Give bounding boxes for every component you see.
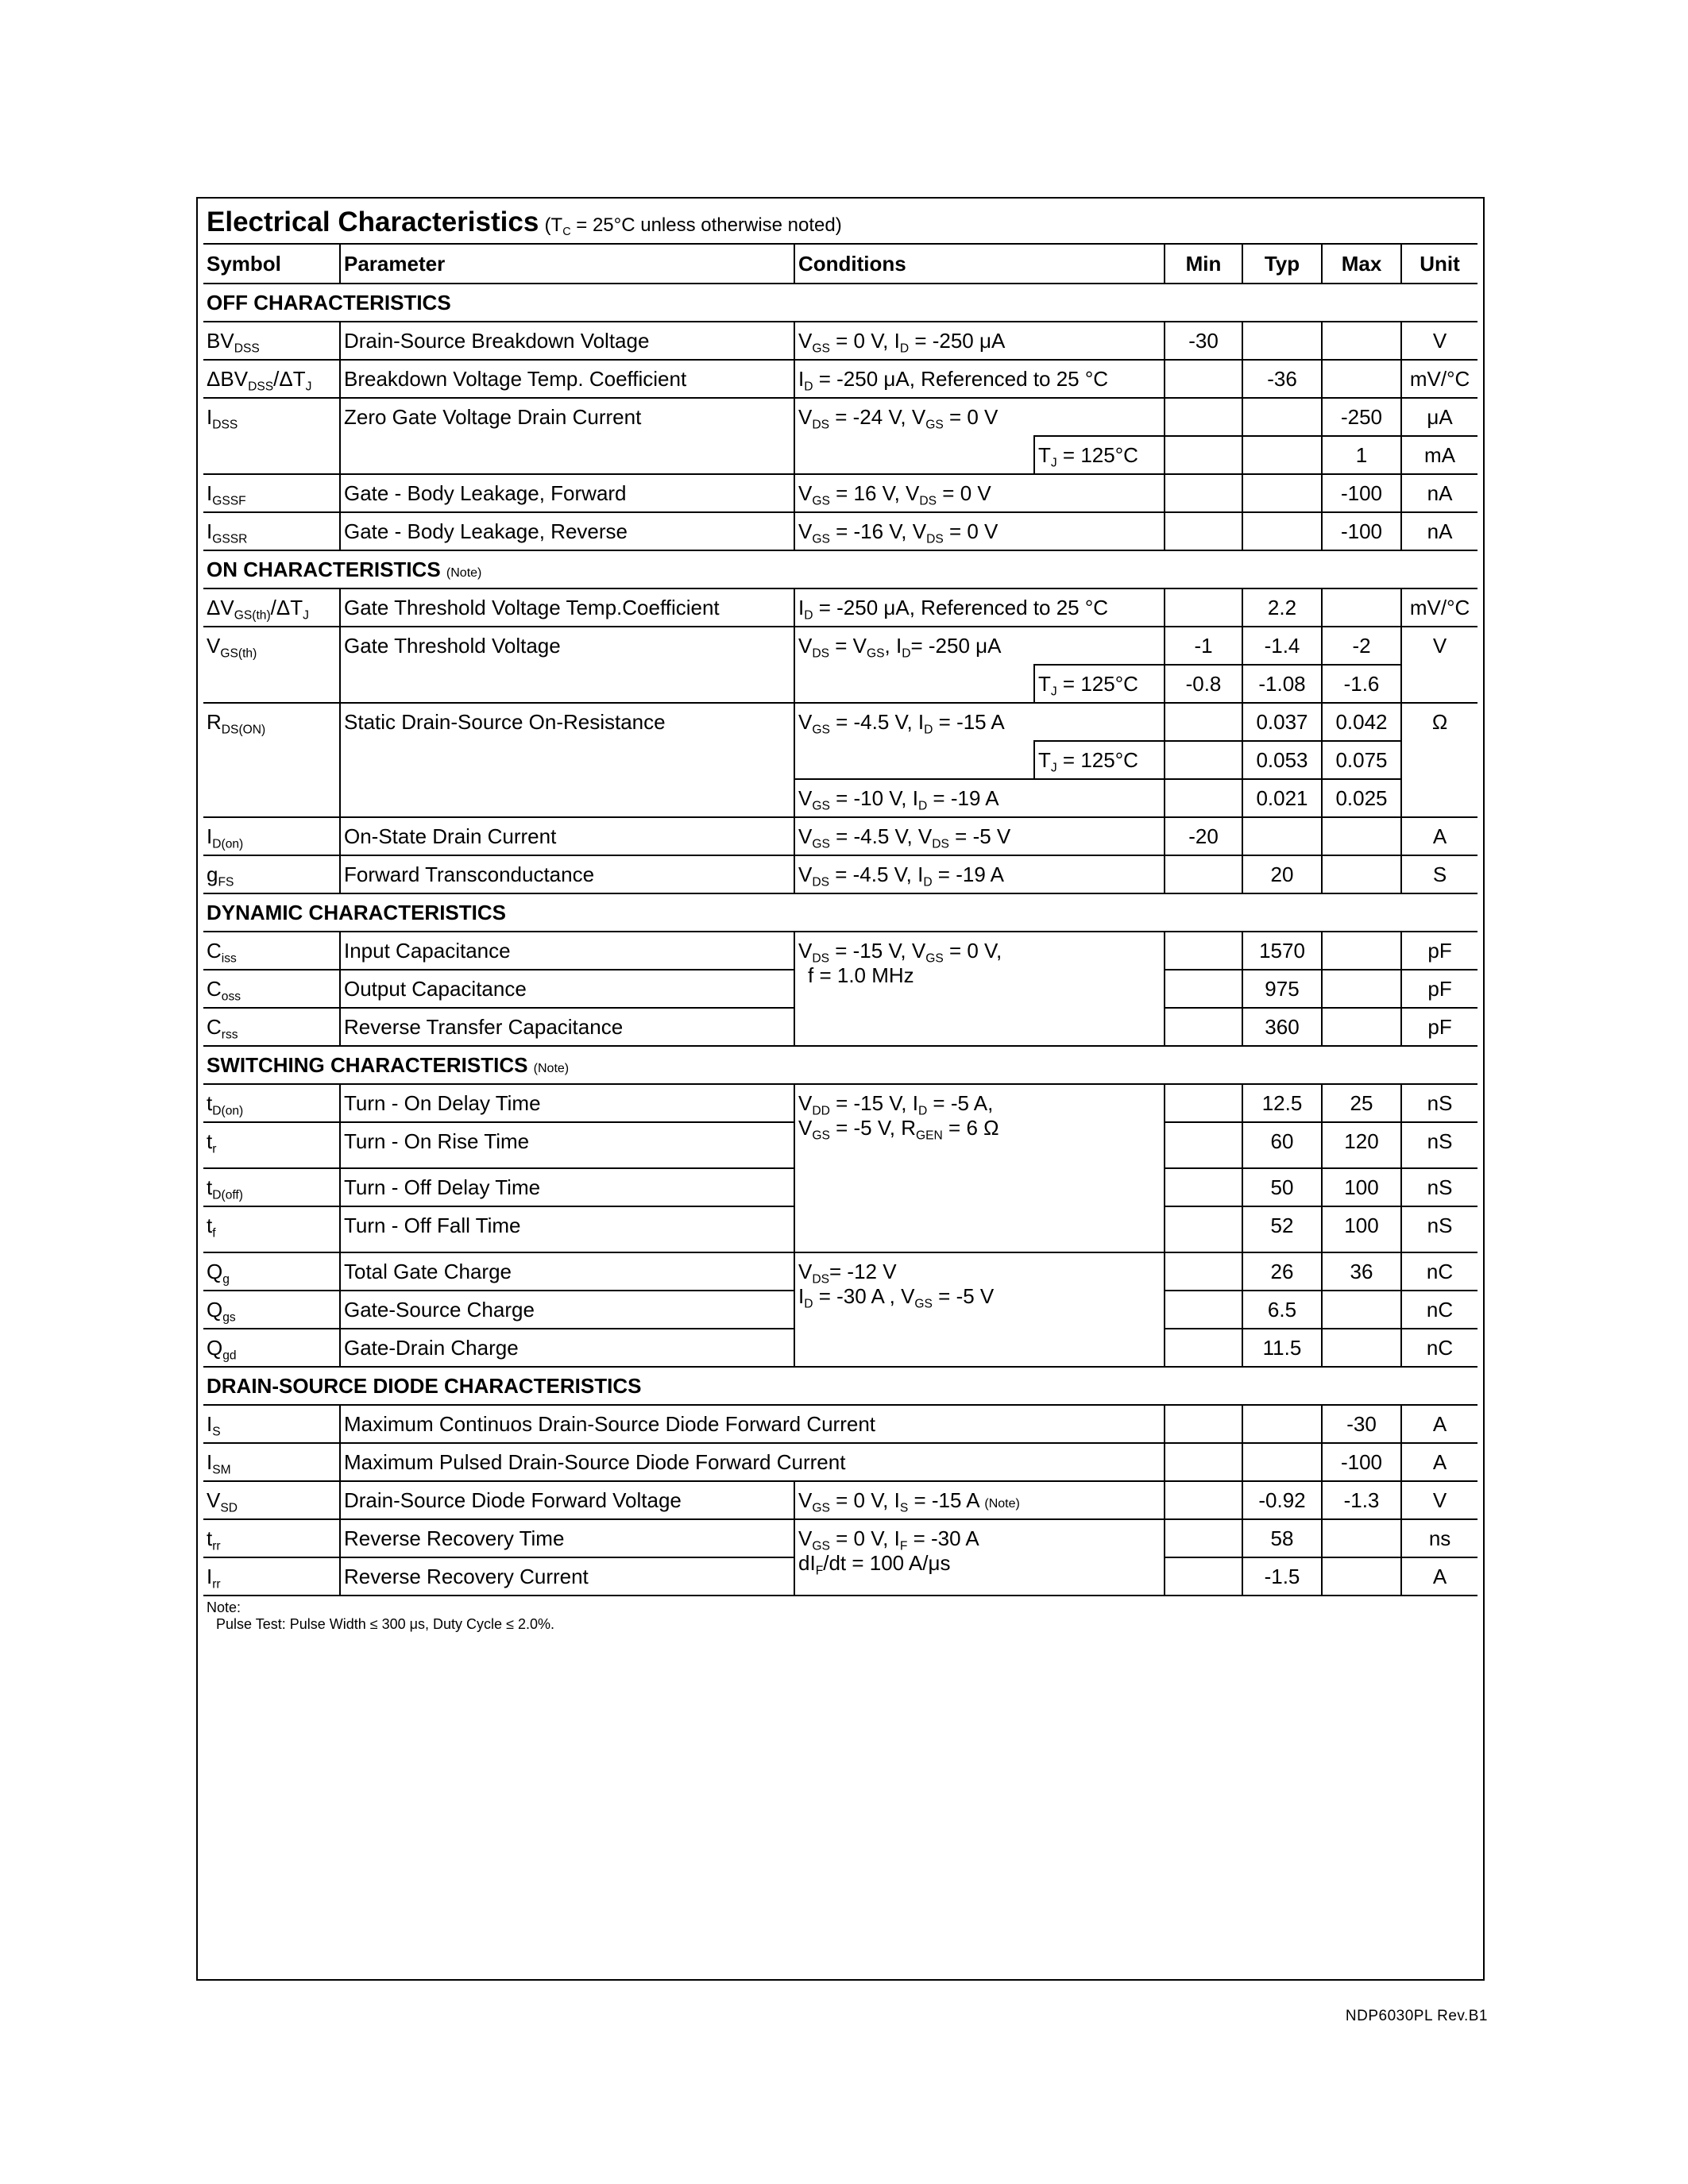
table-row: $t_r$ Turn - On Rise Time 60 120 nS [203,1122,1477,1168]
table-row: $R_{DS(ON)}$ Static Drain-Source On-Resistance $V_{GS} = -4.5$ V, $I_D = -15$ A 0.037 0.042 Ω [203,703,1477,741]
table-row: $T_J = 125^\circ C$ -0.8 -1.08 -1.6 [203,665,1477,703]
table-row: $I_{rr}$ Reverse Recovery Current -1.5 A [203,1557,1477,1596]
header-symbol: Symbol [203,244,340,284]
header-typ: Typ [1242,244,1322,284]
table-row: $I_{GSSR}$ Gate - Body Leakage, Reverse $V_{GS} = -16$ V, $V_{DS} = 0$ V -100 nA [203,512,1477,550]
table-row: $I_S$ Maximum Continuos Drain-Source Diode Forward Current -30 A [203,1405,1477,1443]
table-row: $T_J = 125^\circ C$ 0.053 0.075 [203,741,1477,779]
table-row: $t_{rr}$ Reverse Recovery Time $V_{GS} = 0$ V, $I_F = -30$ A $dI_F/dt = 100$ A/μs 58 ns [203,1519,1477,1557]
note-row [203,1596,1477,1634]
table-row: $t_{D(off)}$ Turn - Off Delay Time 50 100 nS [203,1168,1477,1206]
table-row: $Q_g$ Total Gate Charge $V_{DS}= -12$ V $I_D = -30$ A , $V_{GS} = -5$ V 26 36 nC [203,1252,1477,1291]
header-unit: Unit [1401,244,1477,284]
header-min: Min [1165,244,1242,284]
table-row: $BV_{DSS}$ Drain-Source Breakdown Voltage $V_{GS} = 0$ V, $I_D = -250$ μA -30 V [203,322,1477,360]
table-row: $I_{D(on)}$ On-State Drain Current $V_{GS} = -4.5$ V, $V_{DS} = -5$ V -20 A [203,817,1477,855]
section-dynamic: DYNAMIC CHARACTERISTICS [203,893,1477,932]
table-row: $\Delta BV_{DSS}/\Delta T_J$ Breakdown Voltage Temp. Coefficient $I_D = -250$ μA, Referenced to 25 °C -36 mV/°C [203,360,1477,398]
table-row: $C_{iss}$ Input Capacitance $V_{DS} = -15$ V, $V_{GS} = 0$ V, f = 1.0 MHz 1570 pF [203,932,1477,970]
table-row: $V_{SD}$ Drain-Source Diode Forward Voltage $V_{GS} = 0$ V, $I_S = -15$ A (Note) -0.92 -1.3 V [203,1481,1477,1519]
header-row [203,244,1477,284]
note-label: Note: [207,1599,241,1615]
table-row: $\Delta V_{GS(th)}/\Delta T_J$ Gate Threshold Voltage Temp.Coefficient $I_D = -250$ μA, Referenced to 25 °C 2.2 mV/°C [203,588,1477,627]
document-revision: NDP6030PL Rev.B1 [1345,2008,1488,2024]
table-row: $V_{GS(th)}$ Gate Threshold Voltage $V_{DS} = V_{GS}$, $I_D= -250$ μA -1 -1.4 -2 V [203,627,1477,665]
section-on: ON CHARACTERISTICS (Note) [203,550,1477,588]
table-row: $t_{D(on)}$ Turn - On Delay Time $V_{DD} = -15$ V, $I_D = -5$ A, $V_{GS} = -5$ V, $R_{GEN} = 6$ Ω 12.5 25 nS [203,1084,1477,1122]
table-row: $Q_{gs}$ Gate-Source Charge 6.5 nC [203,1291,1477,1329]
table-row: $C_{oss}$ Output Capacitance 975 pF [203,970,1477,1008]
table-row: $g_{FS}$ Forward Transconductance $V_{DS} = -4.5$ V, $I_D = -19$ A 20 S [203,855,1477,893]
section-diode: DRAIN-SOURCE DIODE CHARACTERISTICS [203,1367,1477,1405]
header-conditions: Conditions [794,244,1165,284]
table-row: $t_f$ Turn - Off Fall Time 52 100 nS [203,1206,1477,1252]
note-text: Pulse Test: Pulse Width ≤ 300 μs, Duty Cycle ≤ 2.0%. [216,1616,554,1632]
section-switching: SWITCHING CHARACTERISTICS (Note) [203,1046,1477,1084]
title-row [203,202,1477,244]
table-row: $Q_{gd}$ Gate-Drain Charge 11.5 nC [203,1329,1477,1367]
header-parameter: Parameter [340,244,794,284]
electrical-characteristics-table [203,202,1477,1634]
table-row: $I_{SM}$ Maximum Pulsed Drain-Source Diode Forward Current -100 A [203,1443,1477,1481]
section-off: OFF CHARACTERISTICS [203,284,1477,322]
table-row: $I_{DSS}$ Zero Gate Voltage Drain Current $V_{DS} = -24$ V, $V_{GS} = 0$ V -250 μA [203,398,1477,436]
table-row: $V_{GS} = -10$ V, $I_D = -19$ A 0.021 0.025 [203,779,1477,817]
table-row: $T_J = 125^\circ C$ 1 mA [203,436,1477,474]
header-max: Max [1322,244,1401,284]
table-row: $C_{rss}$ Reverse Transfer Capacitance 360 pF [203,1008,1477,1046]
page-title: Electrical Characteristics ($T_C = 25^\circ C$ unless otherwise noted) [203,202,1477,244]
table-row: $I_{GSSF}$ Gate - Body Leakage, Forward $V_{GS} = 16$ V, $V_{DS} = 0$ V -100 nA [203,474,1477,512]
